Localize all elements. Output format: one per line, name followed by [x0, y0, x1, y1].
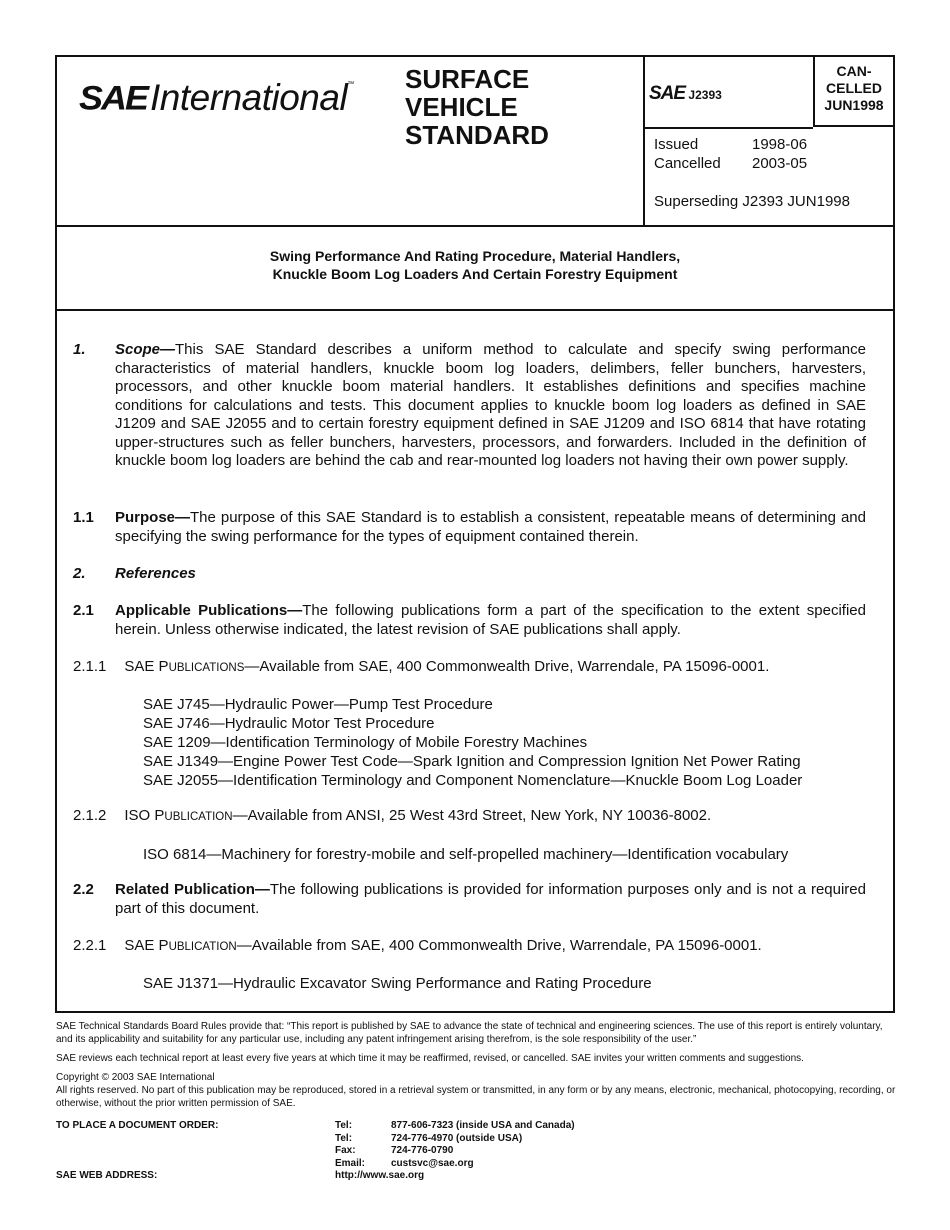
footer-review: SAE reviews each technical report at least every five years at which time it may be reaffirmed, revised, or cancelled. SAE invites your written comments and suggestions.	[56, 1053, 804, 1064]
reference-list	[143, 695, 802, 790]
cancelled-value: 2003-05	[752, 155, 808, 172]
section-text	[115, 509, 866, 546]
section-heading: Related Publication—	[115, 881, 270, 898]
status-line-3: JUN1998	[824, 97, 884, 113]
reference-item: SAE J1371—Hydraulic Excavator Swing Performance and Rating Procedure	[143, 975, 652, 992]
section-text	[115, 881, 866, 918]
reference-item: SAE J1349—Engine Power Test Code—Spark Ignition and Compression Ignition Net Power Rating	[143, 753, 801, 770]
logo-trademark: ™	[347, 81, 355, 88]
document-frame	[55, 55, 895, 1013]
status-line-2: CELLED	[826, 80, 882, 96]
doc-type-line-1: SURFACE	[405, 64, 530, 94]
publisher-address: —Available from SAE, 400 Commonwealth Drive, Warrendale, PA 15096-0001.	[236, 937, 762, 954]
section-heading: Applicable Publications—	[115, 602, 303, 619]
document-title	[57, 225, 893, 311]
applicable-paragraph: The following publications form a part of the specification to the extent specified herein. Unless otherwise indicated, the latest revision of SAE publications shall apply.	[115, 602, 866, 638]
section-text	[115, 341, 866, 471]
section-heading: References	[115, 565, 196, 582]
reference-item: ISO 6814—Machinery for forestry-mobile and self-propelled machinery—Identification vocabulary	[143, 846, 789, 863]
publisher-address: —Available from SAE, 400 Commonwealth Drive, Warrendale, PA 15096-0001.	[244, 658, 770, 675]
document-type	[405, 65, 549, 149]
order-label: TO PLACE A DOCUMENT ORDER:	[56, 1120, 219, 1131]
fax-label: Fax:	[335, 1145, 356, 1157]
subsection-sae-publications	[73, 658, 769, 675]
scope-paragraph: This SAE Standard describes a uniform method to calculate and specify swing performance characteristics of material handlers, knuckle boom log loaders, delimbers, feller bunchers, harvesters, processors, and other knuckle boom material handlers. It establishes definitions and specifies machine conditions for calculations and tests. This document applies to knuckle boom log loaders as defined in SAE J1209 and SAE J2055 and to certain forestry equipment defined in SAE J1209 and ISO 6814 that have rotating upper-structures such as feller bunchers, harvesters, processors, and forwarders. Included in the definition of knuckle boom log loaders are behind the cab and rear-mounted log loaders not having their own power supply.	[115, 341, 866, 469]
order-labels	[56, 1120, 218, 1183]
publisher-smallcaps: UBLICATIONS	[168, 662, 245, 674]
purpose-paragraph: The purpose of this SAE Standard is to establish a consistent, repeatable means of determining and specifying the swing performance for the types of equipment contained therein.	[115, 509, 866, 545]
footer-rights: All rights reserved. No part of this publication may be reproduced, stored in a retrieval system or transmitted, in any form or by any means, electronic, mechanical, photocopying, recording, or otherwise, without the prior written permission of SAE.	[56, 1085, 896, 1109]
doc-number: J2393	[688, 88, 722, 102]
web-address-link[interactable]: http://www.sae.org	[335, 1170, 425, 1182]
superseding-note: Superseding J2393 JUN1998	[654, 193, 850, 210]
section-number: 2.2	[73, 881, 94, 898]
section-text	[115, 602, 866, 639]
doc-type-line-3: STANDARD	[405, 120, 549, 150]
tel-inside-usa[interactable]: 877-606-7323 (inside USA and Canada)	[391, 1120, 575, 1131]
subsection-number: 2.1.2	[73, 807, 107, 824]
id-divider	[645, 127, 813, 129]
section-number: 2.	[73, 565, 86, 582]
header-divider	[643, 57, 645, 225]
publisher-address: —Available from ANSI, 25 West 43rd Street, New York, NY 10036-8002.	[232, 807, 712, 824]
publisher-smallcaps: UBLICATION	[168, 941, 237, 953]
issued-label: Issued	[654, 136, 699, 153]
related-paragraph: The following publications is provided for information purposes only and is not a required part of this document.	[115, 881, 866, 917]
section-heading: Scope—	[115, 341, 176, 358]
subsection-number: 2.1.1	[73, 658, 107, 675]
document-id	[649, 83, 722, 105]
iso-reference	[143, 845, 788, 864]
section-number: 2.1	[73, 602, 94, 619]
tel-label: Tel:	[335, 1132, 353, 1144]
section-text	[115, 565, 866, 584]
footer-rules: SAE Technical Standards Board Rules provide that: “This report is published by SAE to advance the state of technical and engineering sciences. The use of this report is entirely voluntary, and its applicability and suitability for any particular use, including any patent infringement arising therefrom, is the sole responsibility of the user.”	[56, 1021, 883, 1045]
title-line-1: Swing Performance And Rating Procedure, Material Handlers,	[269, 248, 681, 264]
email-label: Email:	[335, 1157, 366, 1169]
reference-item: SAE J745—Hydraulic Power—Pump Test Procedure	[143, 696, 493, 713]
fax-number: 724-776-0790	[391, 1145, 454, 1157]
tel-outside-usa[interactable]: 724-776-4970 (outside USA)	[391, 1132, 523, 1144]
web-label: SAE WEB ADDRESS:	[56, 1170, 158, 1182]
section-number: 1.	[73, 341, 86, 358]
reference-item: SAE 1209—Identification Terminology of Mobile Forestry Machines	[143, 734, 588, 751]
issue-metadata	[654, 135, 850, 211]
email-link[interactable]: custsvc@sae.org	[391, 1157, 474, 1169]
tel-label: Tel:	[335, 1120, 353, 1131]
publisher-lead: ISO P	[124, 807, 165, 824]
reference-item: SAE J2055—Identification Terminology and Component Nomenclature—Knuckle Boom Log Loader	[143, 772, 803, 789]
small-sae-logo: SAE	[649, 83, 686, 104]
cancelled-status-box	[813, 57, 893, 127]
cancelled-label: Cancelled	[654, 155, 721, 172]
doc-type-line-2: VEHICLE	[405, 92, 518, 122]
contact-info	[335, 1120, 575, 1183]
logo-sae: SAE	[79, 78, 148, 117]
issued-value: 1998-06	[752, 136, 808, 153]
publisher-lead: SAE P	[124, 658, 169, 675]
related-reference	[143, 974, 652, 993]
logo-international: International	[150, 77, 348, 118]
status-line-1: CAN-	[836, 63, 872, 79]
section-heading: Purpose—	[115, 509, 191, 526]
subsection-number: 2.2.1	[73, 937, 107, 954]
subsection-sae-publication	[73, 937, 762, 954]
publisher-smallcaps: UBLICATION	[164, 811, 233, 823]
reference-item: SAE J746—Hydraulic Motor Test Procedure	[143, 715, 435, 732]
publisher-lead: SAE P	[124, 937, 169, 954]
header-block	[57, 57, 893, 227]
footer-copyright: Copyright © 2003 SAE International	[56, 1072, 215, 1083]
section-number: 1.1	[73, 509, 94, 526]
title-line-2: Knuckle Boom Log Loaders And Certain Forestry Equipment	[272, 266, 678, 282]
sae-international-logo	[79, 77, 354, 119]
subsection-iso-publication	[73, 807, 711, 824]
